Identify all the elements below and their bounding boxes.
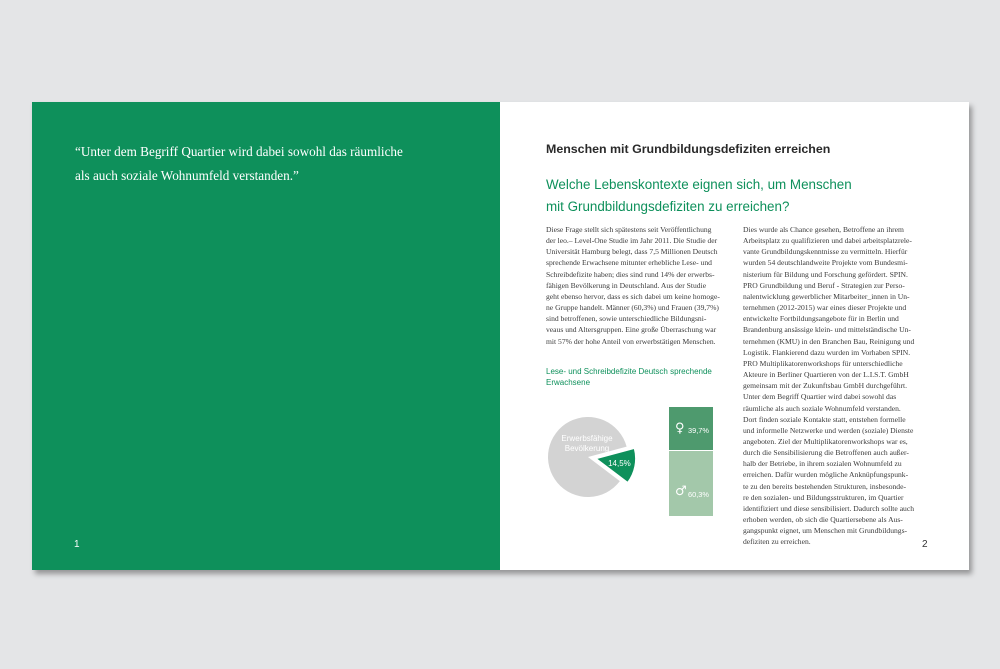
text-line: erreichen. Dafür wurden mögliche Anknüpfungspunk- <box>743 470 909 480</box>
text-line: ternehmen (2012-2015) war eines dieser Projekte und <box>743 303 907 313</box>
bar-segment-male <box>669 451 713 516</box>
text-line: wurden 54 deutschlandweite Projekte vom Bundesmi- <box>743 258 908 268</box>
text-line: erhoben werden, ob sich die Quartiersebene als Aus- <box>743 515 903 525</box>
bar-label-female: 39,7% <box>688 425 709 435</box>
text-line: gangspunkt eignet, um Menschen mit Grundbildungs- <box>743 526 908 536</box>
text-line: defiziten zu erreichen. <box>743 537 811 547</box>
text-line: Dies wurde als Chance gesehen, Betroffene an ihrem <box>743 225 904 234</box>
text-line: identifiziert und diese sensibilisiert. Dadurch sollte auch <box>743 503 915 513</box>
text-line: te zu den bereits bestehenden Strukturen, insbesonde- <box>743 481 907 491</box>
text-line: ternehmen (KMU) in den Branchen Bau, Reinigung und <box>743 336 915 346</box>
text-line: nisterium für Bildung und Forschung gefördert. SPIN. <box>743 269 908 279</box>
text-line: Akteure in Berliner Quartieren von der L.I.S.T. GmbH <box>743 370 909 380</box>
pie-label-main-line-1: Erwerbsfähige <box>561 434 613 443</box>
text-line: durch die Sensibilisierung die Betroffenen auch außer- <box>743 448 909 458</box>
female-symbol-icon: ♀ <box>675 420 685 436</box>
text-line: geht ebenso hervor, dass es sich dabei um keine homoge- <box>546 291 720 301</box>
text-line: PRO Grundbildung und Beruf - Strategien zur Perso- <box>743 280 905 290</box>
right-page <box>500 102 969 570</box>
text-line: veaus und Altersgruppen. Eine große Überraschung war <box>546 325 717 335</box>
text-line: und informelle Netzwerke und werden (soziale) Dienste <box>743 425 914 435</box>
body-column-left <box>546 224 728 347</box>
text-line: entwickelte Fortbildungsangebote für in Berlin und <box>743 314 899 324</box>
male-symbol-icon: ♂ <box>675 483 687 499</box>
brochure-spread <box>32 102 969 570</box>
bar-segment-female <box>669 407 713 450</box>
text-line: Brandenburg ansässige klein- und mittelständische Un- <box>743 325 911 335</box>
text-line: fähigen Bevölkerung in Deutschland. Aus der Studie <box>546 280 707 290</box>
section-subheadline <box>546 174 876 218</box>
text-line: nalentwicklung gewerblicher Mitarbeiter_innen in Un- <box>743 291 910 301</box>
text-line: vante Grundbildungskenntnisse zu vermitteln. Hierfür <box>743 247 908 257</box>
subhead-line-2: mit Grundbildungsdefiziten zu erreichen? <box>546 199 790 214</box>
text-line: angeboten. Ziel der Multiplikatorenworkshops war es, <box>743 436 908 446</box>
text-line: Unter dem Begriff Quartier wird dabei sowohl das <box>743 392 897 402</box>
pie-chart <box>546 414 646 504</box>
section-headline: Menschen mit Grundbildungsdefiziten erreichen <box>546 142 831 156</box>
pie-label-main-line-2: Bevölkerung <box>564 444 610 453</box>
text-line: Arbeitsplatz zu qualifizieren und dabei arbeitsplatzrele- <box>743 236 912 246</box>
text-line: Logistik. Flankierend dazu wurden im Vorhaben SPIN. <box>743 347 911 357</box>
text-line: Diese Frage stellt sich spätestens seit Veröffentlichung <box>546 225 712 234</box>
text-line: räumliche als auch soziale Wohnumfeld verstanden. <box>743 403 901 413</box>
quote-line-1: “Unter dem Begriff Quartier wird dabei sowohl das räumliche <box>75 144 403 159</box>
left-page <box>32 102 500 570</box>
text-line: Schreibdefizite haben; dies sind rund 14% der erwerbs- <box>546 269 715 279</box>
text-line: re den sozialen- und Bildungsstrukturen, im Quartier <box>743 492 904 502</box>
chart-title: Lese- und Schreibdefizite Deutsch sprechende Erwachsene <box>546 367 712 387</box>
text-line: gemeinsam mit der Zukunftsbau GmbH durchgeführt. <box>743 381 908 391</box>
text-line: mit 57% der hohe Anteil von erwerbstätigen Menschen. <box>546 336 716 346</box>
text-line: Universität Hamburg belegt, dass 7,5 Millionen Deutsch <box>546 247 718 257</box>
text-line: ne Gruppe handelt. Männer (60,3%) und Frauen (39,7%) <box>546 303 719 313</box>
pull-quote <box>75 140 475 188</box>
text-line: sind betroffenen, sowie unterschiedliche Bildungsni- <box>546 314 707 324</box>
gender-stacked-bar <box>669 407 713 516</box>
text-line: halb der Betriebe, in ihrem sozialen Wohnumfeld zu <box>743 459 902 469</box>
page-number-left: 1 <box>74 539 80 550</box>
pie-label-share: 14,5% <box>608 458 631 468</box>
text-line: Dort finden soziale Kontakte statt, entstehen formelle <box>743 414 906 424</box>
text-line: der leo.– Level-One Studie im Jahr 2011. Die Studie der <box>546 236 718 246</box>
text-line: PRO Multiplikatorenworkshops für unterschiedliche <box>743 358 903 368</box>
text-line: sprechende Erwachsene mitunter erhebliche Lese- und <box>546 258 712 268</box>
bar-label-male: 60,3% <box>688 489 709 499</box>
body-column-right <box>743 224 928 548</box>
subhead-line-1: Welche Lebenskontexte eignen sich, um Menschen <box>546 177 852 192</box>
quote-line-2: als auch soziale Wohnumfeld verstanden.” <box>75 168 299 183</box>
page-number-right: 2 <box>922 539 928 550</box>
